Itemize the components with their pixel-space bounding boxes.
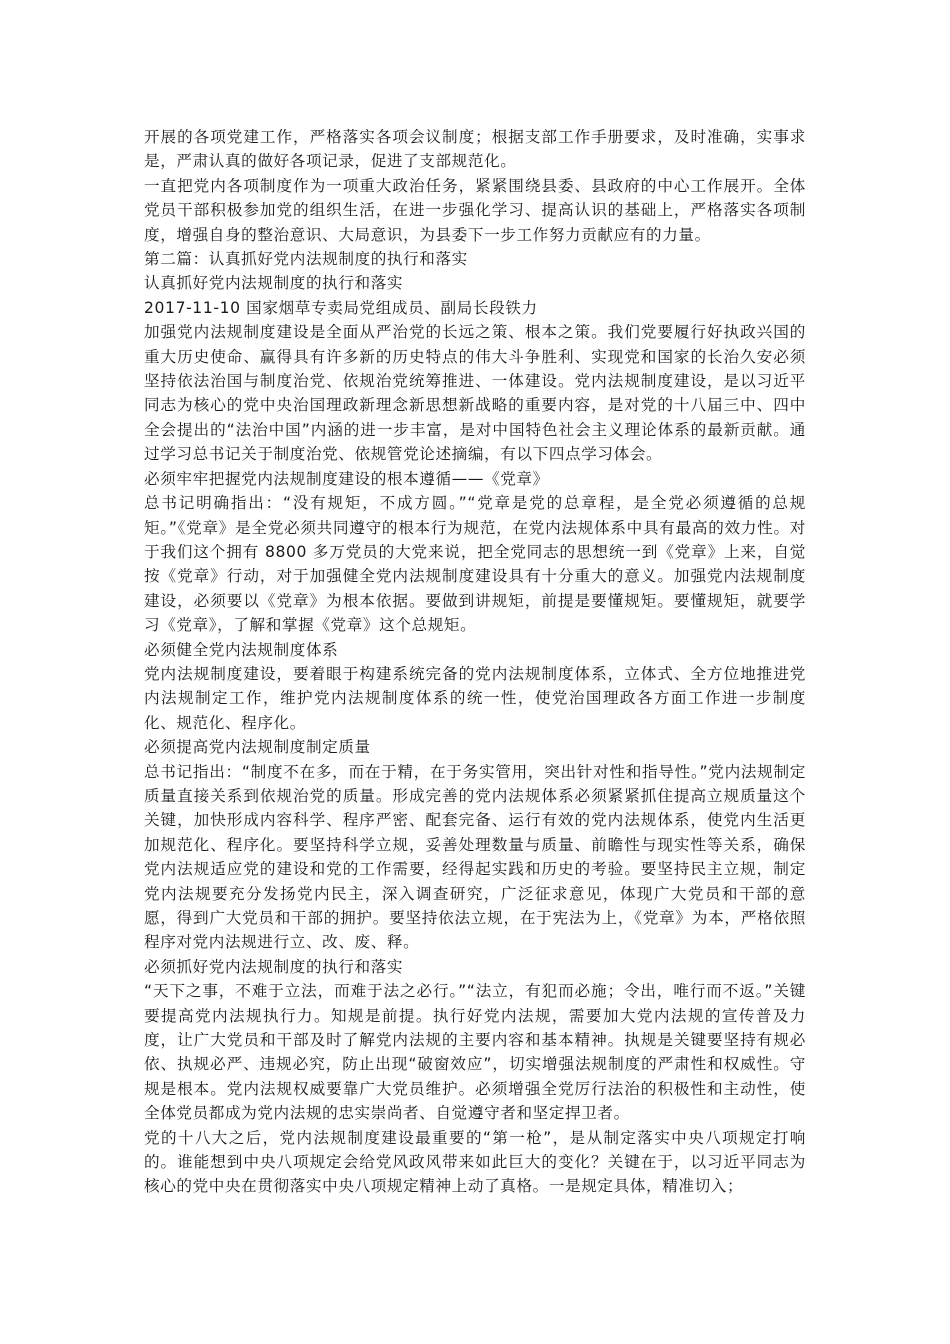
subheading: 必须健全党内法规制度体系 — [144, 640, 339, 659]
section-heading: 第二篇：认真抓好党内法规制度的执行和落实 — [144, 250, 468, 269]
paragraph: “天下之事，不难于立法，而难于法之必行。”“法立，有犯而必施；令出，唯行而不返。”关键要提高党内法规执行力。知规是前提。执行好党内法规，需要加大党内法规的宣传普及力度，让广大党员和干部及时了解党内法规的主要内容和基本精神。执规是关键要坚持有规必依、执规必严、违规必究，防止出现“破窗效应”，切实增强法规制度的严肃性和权威性。守规是根本。党内法规权威要靠广大党员维护。必须增强全党厉行法治的积极性和主动性，使全体党员都成为党内法规的忠实崇尚者、自觉遵守者和坚定捍卫者。 — [144, 982, 806, 1123]
paragraph: 开展的各项党建工作，严格落实各项会议制度；根据支部工作手册要求，及时准确，实事求是，严肃认真的做好各项记录，促进了支部规范化。 — [144, 128, 806, 171]
article-byline: 2017-11-10 国家烟草专卖局党组成员、副局长段铁力 — [144, 298, 538, 317]
paragraph: 党内法规制度建设，要着眼于构建系统完备的党内法规制度体系，立体式、全方位地推进党内法规制定工作，维护党内法规制度体系的统一性，使党治国理政各方面工作进一步制度化、规范化、程序化。 — [144, 664, 806, 732]
paragraph: 一直把党内各项制度作为一项重大政治任务，紧紧围绕县委、县政府的中心工作展开。全体党员干部积极参加党的组织生活，在进一步强化学习、提高认识的基础上，严格落实各项制度，增强自身的整治意识、大局意识，为县委下一步工作努力贡献应有的力量。 — [144, 176, 806, 244]
article-title: 认真抓好党内法规制度的执行和落实 — [144, 274, 404, 293]
paragraph: 加强党内法规制度建设是全面从严治党的长远之策、根本之策。我们党要履行好执政兴国的重大历史使命、赢得具有许多新的历史特点的伟大斗争胜利、实现党和国家的长治久安必须坚持依法治国与制度治党、依规治党统筹推进、一体建设。党内法规制度建设，是以习近平同志为核心的党中央治国理政新理念新思想新战略的重要内容，是对党的十八届三中、四中全会提出的“法治中国”内涵的进一步丰富，是对中国特色社会主义理论体系的最新贡献。通过学习总书记关于制度治党、依规管党论述摘编，有以下四点学习体会。 — [144, 323, 806, 464]
paragraph: 总书记明确指出：“没有规矩，不成方圆。”“党章是党的总章程，是全党必须遵循的总规矩。”《党章》是全党必须共同遵守的根本行为规范，在党内法规体系中具有最高的效力性。对于我们这个拥有 8800 多万党员的大党来说，把全党同志的思想统一到《党章》上来，自觉按《党章》行动，对于加强健全党内法规制度建设具有十分重大的意义。加强党内法规制度建设，必须要以《党章》为根本依据。要做到讲规矩，前提是要懂规矩。要懂规矩，就要学习《党章》，了解和掌握《党章》这个总规矩。 — [144, 494, 806, 635]
subheading: 必须提高党内法规制度制定质量 — [144, 738, 371, 757]
subheading: 必须牢牢把握党内法规制度建设的根本遵循——《党章》 — [144, 469, 549, 488]
document-body — [144, 125, 806, 1199]
paragraph: 总书记指出：“制度不在多，而在于精，在于务实管用，突出针对性和指导性。”党内法规制定质量直接关系到依规治党的质量。形成完善的党内法规体系必须紧紧抓住提高立规质量这个关键，加快形成内容科学、程序严密、配套完备、运行有效的党内法规体系，使党内生活更加规范化、程序化。要坚持科学立规，妥善处理数量与质量、前瞻性与现实性等关系，确保党内法规适应党的建设和党的工作需要，经得起实践和历史的考验。要坚持民主立规，制定党内法规要充分发扬党内民主，深入调查研究，广泛征求意见，体现广大党员和干部的意愿，得到广大党员和干部的拥护。要坚持依法立规，在于宪法为上，《党章》为本，严格依照程序对党内法规进行立、改、废、释。 — [144, 762, 806, 952]
paragraph: 党的十八大之后，党内法规制度建设最重要的“第一枪”，是从制定落实中央八项规定打响的。谁能想到中央八项规定会给党风政风带来如此巨大的变化？关键在于，以习近平同志为核心的党中央在贯彻落实中央八项规定精神上动了真格。一是规定具体，精准切入； — [144, 1128, 806, 1196]
subheading: 必须抓好党内法规制度的执行和落实 — [144, 957, 404, 976]
